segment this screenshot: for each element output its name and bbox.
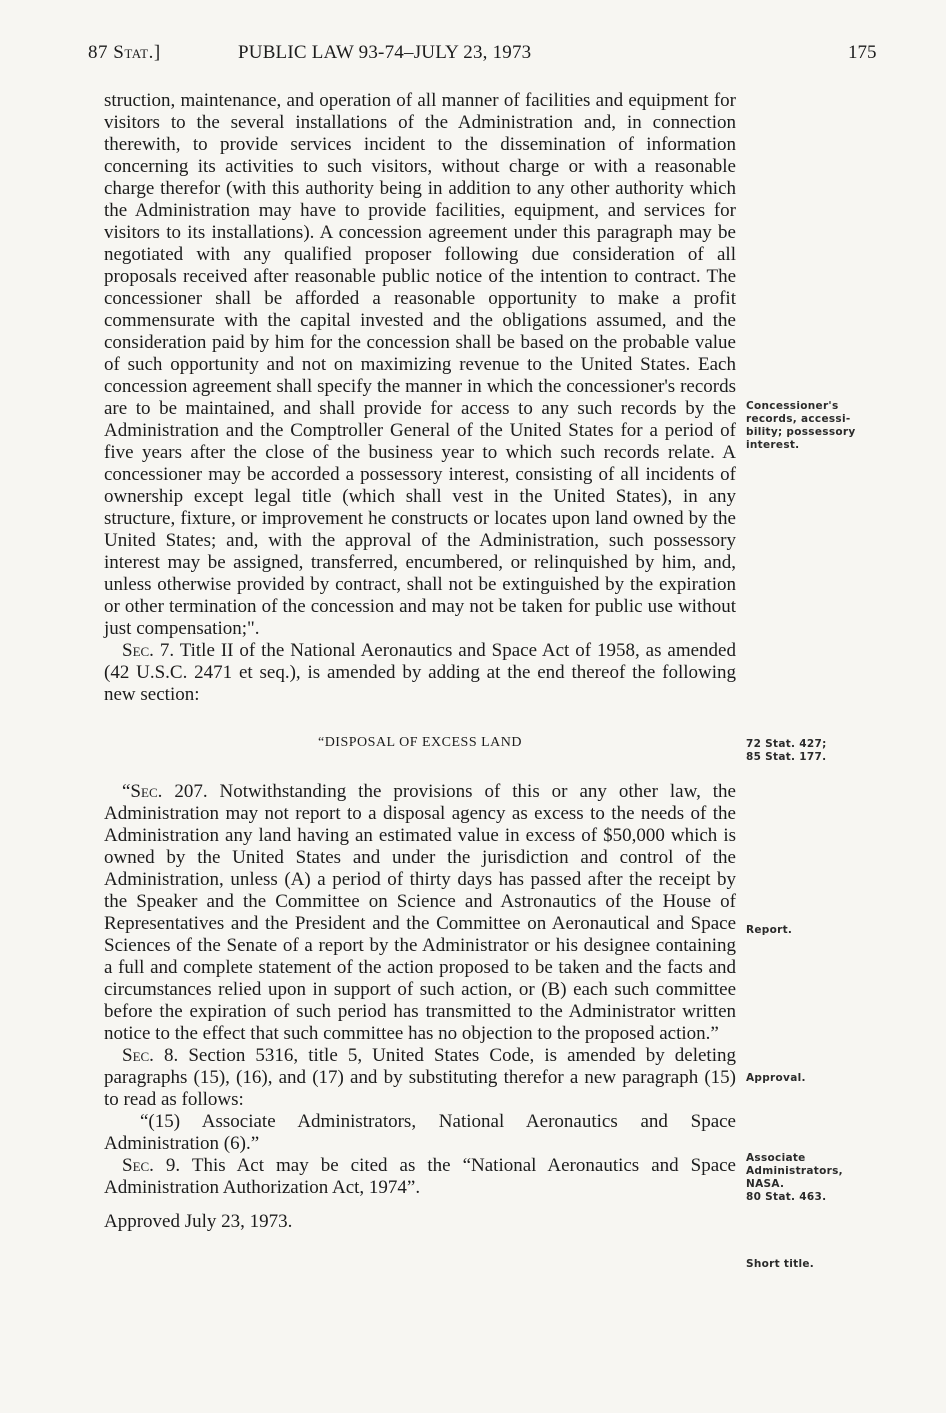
page-title: PUBLIC LAW 93-74–JULY 23, 1973 xyxy=(238,42,532,63)
stat-number: 87 xyxy=(88,42,108,63)
section-9-text: 9. This Act may be cited as the “National Aeronautics and Space Administration Authorization Act, 1974”. xyxy=(104,1155,736,1198)
section-207-text: 207. Notwithstanding the provisions of this or any other law, the Administration may not report to a disposal agency as excess to the needs of the Administration any land having an estimated value in excess of $50,000 which is owned by the United States and under the jurisdiction and control of the Administration, unless (A) a period of thirty days has passed after the receipt by the Speaker and the Committee on Science and Astronautics of the House of Representatives and the President and the Committee on Aeronautical and Space Sciences of the Senate of a report by the Administrator or his designee containing a full and complete statement of the action proposed to be taken and the facts and circumstances relied upon in support of such action, or (B) each such committee before the expiration of such period has transmitted to the Administrator written notice to the effect that such committee has no objection to the proposed action.” xyxy=(104,781,736,1044)
stat-bracket: ] xyxy=(153,42,161,63)
section-7 xyxy=(104,640,736,706)
margin-line: Administrators, xyxy=(746,1165,843,1177)
margin-note-associate xyxy=(746,1152,886,1204)
section-label: Sec. xyxy=(122,640,154,661)
section-8 xyxy=(104,1045,736,1111)
section-label: Sec. xyxy=(122,1155,154,1176)
section-9 xyxy=(104,1155,736,1199)
section-207 xyxy=(104,781,736,1045)
margin-line: interest. xyxy=(746,439,800,451)
margin-line: Concessioner's xyxy=(746,400,839,412)
stat-label: Stat. xyxy=(113,42,154,63)
paragraph-15: “(15) Associate Administrators, National Aeronautics and Space Administration (6).” xyxy=(104,1111,736,1154)
section-7-text: 7. Title II of the National Aeronautics and Space Act of 1958, as amended (42 U.S.C. 2471 et seq.), is amended by adding at the end thereof the following new section: xyxy=(104,640,736,705)
page-header xyxy=(0,40,946,68)
margin-note-concessioner xyxy=(746,400,886,452)
stat-volume xyxy=(88,42,161,64)
section-label: “Sec. xyxy=(122,781,163,802)
approval-date: Approved July 23, 1973. xyxy=(104,1211,293,1232)
main-text xyxy=(104,90,736,1233)
margin-note-short-title: Short title. xyxy=(746,1258,815,1270)
margin-line: records, accessi- xyxy=(746,413,851,425)
margin-line: 72 Stat. 427; xyxy=(746,738,827,750)
margin-note-report: Report. xyxy=(746,924,793,936)
section-heading: “DISPOSAL OF EXCESS LAND xyxy=(317,735,522,750)
section-8-text: 8. Section 5316, title 5, United States Code, is amended by deleting paragraphs (15), (16), and (17) and by substituting therefor a new paragraph (15) to read as follows: xyxy=(104,1045,736,1110)
margin-line: bility; possessory xyxy=(746,426,856,438)
margin-line: Associate xyxy=(746,1152,806,1164)
margin-note-approval: Approval. xyxy=(746,1072,806,1084)
margin-note-stat-ref xyxy=(746,738,886,764)
continuation-paragraph: struction, maintenance, and operation of all manner of facilities and equipment for visitors to the several installations of the Administration and, in connection therewith, to provide services incident to the dissemination of information concerning its activities to such visitors, without charge or with a reasonable charge therefor (with this authority being in addition to any other authority which the Administration may have to provide facilities, equipment, and services for visitors to its installations). A concession agreement under this paragraph may be negotiated with any qualified proposer following due consideration of all proposals received after reasonable public notice of the intention to contract. The concessioner shall be afforded a reasonable opportunity to make a profit commensurate with the capital invested and the obligations assumed, and the consideration paid by him for the concession shall be based on the probable value of such opportunity and not on maximizing revenue to the United States. Each concession agreement shall specify the manner in which the concessioner's records are to be maintained, and shall provide for access to any such records by the Administration and the Comptroller General of the United States for a period of five years after the close of the business year to which such records relate. A concessioner may be accorded a possessory interest, consisting of all incidents of ownership except legal title (which shall vest in the United States), in any structure, fixture, or improvement he constructs or locates upon land owned by the United States; and, with the approval of the Administration, such possessory interest may be assigned, transferred, encumbered, or relinquished by him, and, unless otherwise provided by contract, shall not be extinguished by the expiration or other termination of the concession and may not be taken for public use without just compensation;". xyxy=(104,90,736,639)
section-label: Sec. xyxy=(122,1045,154,1066)
page-number: 175 xyxy=(848,42,877,63)
margin-line: 80 Stat. 463. xyxy=(746,1191,827,1203)
margin-line: 85 Stat. 177. xyxy=(746,751,827,763)
margin-line: NASA. xyxy=(746,1178,785,1190)
